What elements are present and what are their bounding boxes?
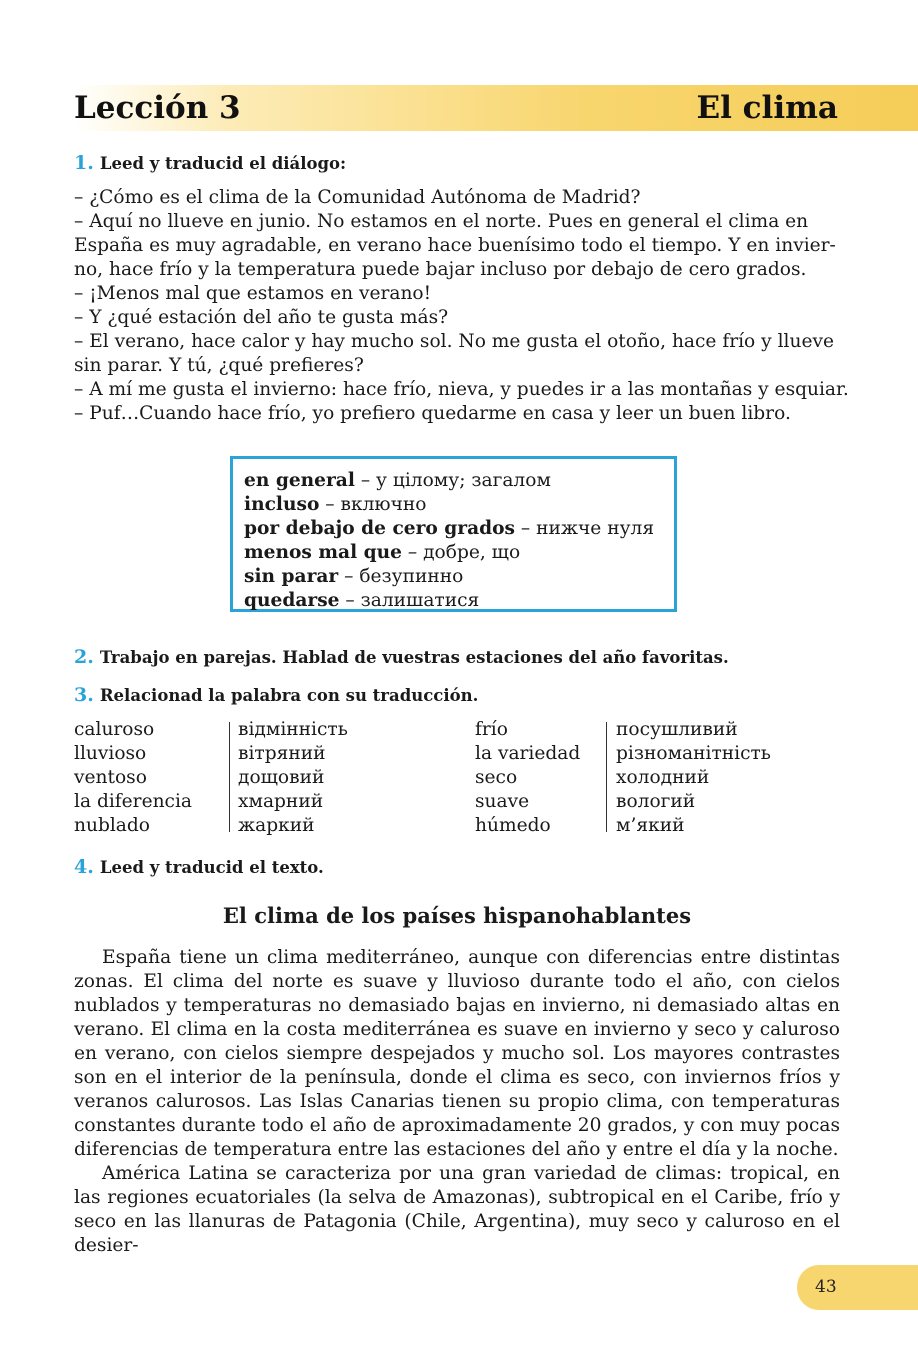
task-instruction: Relacionad la palabra con su traducción.	[99, 686, 479, 705]
match-translation: відмінність	[238, 719, 348, 740]
vocab-entry	[244, 493, 674, 517]
dialog-line: sin parar. Y tú, ¿qué prefieres?	[74, 355, 364, 376]
vocab-translation: – нижче нуля	[515, 518, 655, 539]
vocabulary-box	[230, 456, 677, 612]
task-number: 3.	[74, 684, 94, 706]
match-word: ventoso	[74, 767, 147, 788]
dialog-line: – El verano, hace calor y hay mucho sol. No me gusta el otoño, hace frío y llueve	[74, 331, 834, 352]
dialog-line: – Aquí no llueve en junio. No estamos en el norte. Pues en general el clima en	[74, 211, 809, 232]
column-divider	[606, 722, 607, 832]
reading-paragraph: América Latina se caracteriza por una gran variedad de climas: tropical, en las regiones ecuatoriales (la selva de Amazonas), subtropical en el Caribe, frío y seco en las llanuras de Patagonia (Chile, Argentina), muy seco y caluroso en el desier-	[74, 1163, 840, 1256]
vocab-entry	[244, 469, 674, 493]
dialog-line: España es muy agradable, en verano hace buenísimo todo el tiempo. Y en invier-	[74, 235, 836, 256]
vocab-term: quedarse	[244, 590, 340, 611]
vocab-term: por debajo de cero grados	[244, 518, 515, 539]
task-instruction: Leed y traducid el diálogo:	[99, 154, 347, 173]
vocab-term: menos mal que	[244, 542, 402, 563]
matching-column-spanish-2	[475, 718, 580, 838]
task-2	[74, 646, 729, 669]
task-number: 2.	[74, 646, 94, 668]
matching-column-ukrainian-1	[238, 718, 348, 838]
match-translation: холодний	[616, 767, 710, 788]
match-word: suave	[475, 791, 530, 812]
vocab-term: incluso	[244, 494, 320, 515]
task-1	[74, 152, 346, 175]
dialog	[74, 186, 849, 426]
matching-column-spanish-1	[74, 718, 192, 838]
match-word: la diferencia	[74, 791, 192, 812]
match-word: seco	[475, 767, 518, 788]
matching-column-ukrainian-2	[616, 718, 771, 838]
vocab-entry	[244, 565, 674, 589]
match-word: caluroso	[74, 719, 155, 740]
lesson-number: Lección 3	[74, 90, 241, 126]
lesson-title: El clima	[696, 90, 838, 126]
match-translation: м’який	[616, 815, 685, 836]
vocab-term: en general	[244, 470, 355, 491]
vocab-translation: – добре, що	[401, 542, 521, 563]
task-number: 1.	[74, 152, 94, 174]
page-number: 43	[815, 1277, 837, 1297]
dialog-line: – Y ¿qué estación del año te gusta más?	[74, 307, 449, 328]
vocab-term: sin parar	[244, 566, 339, 587]
task-4	[74, 856, 324, 879]
match-word: nublado	[74, 815, 150, 836]
match-translation: посушливий	[616, 719, 738, 740]
task-instruction: Trabajo en parejas. Hablad de vuestras estaciones del año favoritas.	[99, 648, 729, 667]
match-word: lluvioso	[74, 743, 147, 764]
task-3	[74, 684, 478, 707]
task-instruction: Leed y traducid el texto.	[99, 858, 324, 877]
match-word: húmedo	[475, 815, 551, 836]
reading-paragraph: España tiene un clima mediterráneo, aunque con diferencias entre distintas zonas. El clima del norte es suave y lluvioso durante todo el año, con cielos nublados y temperaturas no demasiado bajas en invierno, ni demasiado altas en verano. El clima en la costa mediterránea es suave en invierno y seco y caluroso en verano, con cielos siempre despejados y mucho sol. Los mayores contrastes son en el interior de la península, donde el clima es seco, con inviernos fríos y veranos calurosos. Las Islas Canarias tienen su propio clima, con temperaturas constantes durante todo el año de aproximadamente 20 grados, y con muy pocas diferencias de temperatura entre las estaciones del año y entre el día y la noche.	[74, 947, 840, 1160]
match-translation: вологий	[616, 791, 696, 812]
match-translation: жаркий	[238, 815, 315, 836]
match-word: la variedad	[475, 743, 581, 764]
vocab-entry	[244, 517, 674, 541]
match-translation: дощовий	[238, 767, 325, 788]
vocab-translation: – безупинно	[338, 566, 464, 587]
vocab-translation: – включно	[319, 494, 427, 515]
vocab-entry	[244, 541, 674, 565]
vocab-translation: – залишатися	[339, 590, 480, 611]
dialog-line: – Puf…Cuando hace frío, yo prefiero quedarme en casa y leer un buen libro.	[74, 403, 791, 424]
dialog-line: – ¿Cómo es el clima de la Comunidad Autónoma de Madrid?	[74, 187, 641, 208]
reading-title: El clima de los países hispanohablantes	[222, 903, 692, 928]
vocab-translation: – у цілому; загалом	[354, 470, 551, 491]
match-translation: вітряний	[238, 743, 326, 764]
column-divider	[229, 722, 230, 832]
match-translation: різноманітність	[616, 743, 771, 764]
dialog-line: – A mí me gusta el invierno: hace frío, nieva, y puedes ir a las montañas y esquiar.	[74, 379, 849, 400]
task-number: 4.	[74, 856, 94, 878]
dialog-line: no, hace frío y la temperatura puede bajar incluso por debajo de cero grados.	[74, 259, 807, 280]
match-word: frío	[475, 719, 508, 740]
match-translation: хмарний	[238, 791, 324, 812]
dialog-line: – ¡Menos mal que estamos en verano!	[74, 283, 432, 304]
vocab-entry	[244, 589, 674, 613]
